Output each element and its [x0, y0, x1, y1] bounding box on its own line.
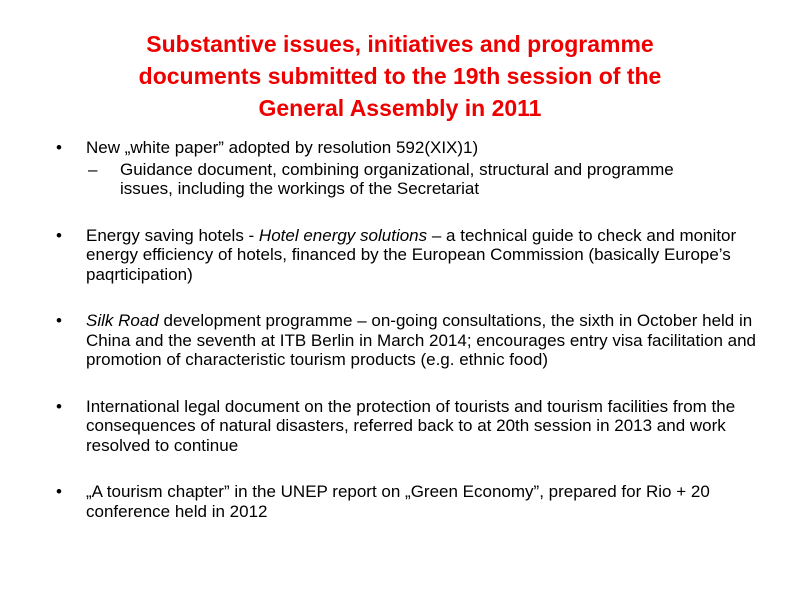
bullet-item-legal-document: [0, 397, 800, 456]
bullet-rest-text: development programme – on-going consultations, the sixth in October held in China and the seventh at ITB Berlin in March 2014; encourages entry visa facilitation and promotion of characteristic tourism products (e.g. ethnic food): [86, 311, 756, 369]
bullet-text: [86, 226, 760, 285]
bullet-marker: •: [56, 138, 62, 157]
bullet-list: [0, 138, 800, 521]
bullet-italic-text: Hotel energy solutions: [258, 225, 428, 245]
bullet-marker: •: [56, 396, 62, 416]
slide-title: [60, 28, 740, 124]
bullet-marker: •: [56, 225, 62, 245]
sub-bullet-marker: –: [88, 159, 98, 179]
title-line-1: Substantive issues, initiatives and programme: [146, 31, 654, 57]
bullet-item-tourism-chapter: [0, 482, 800, 521]
title-line-3: General Assembly in 2011: [258, 95, 542, 121]
sub-bullet-text: Guidance document, combining organizational, structural and programme issues, including the workings of the Secretariat: [120, 159, 674, 198]
bullet-lead-text: Energy saving hotels -: [86, 225, 259, 245]
sub-bullet-item-guidance: [86, 160, 760, 199]
bullet-text: New „white paper” adopted by resolution 592(XIX)1): [86, 138, 479, 157]
bullet-text: „A tourism chapter” in the UNEP report on „Green Economy”, prepared for Rio + 20 conference held in 2012: [86, 482, 710, 521]
bullet-marker: •: [56, 482, 62, 501]
bullet-item-silk-road: [0, 311, 800, 370]
bullet-item-energy-saving-hotels: [0, 226, 800, 285]
bullet-marker: •: [56, 311, 62, 330]
bullet-item-white-paper: [0, 138, 800, 199]
bullet-rest-text: – a technical guide to check and monitor energy efficiency of hotels, financed by the European Commission (basically Europe’s paqrticipation): [86, 225, 737, 284]
bullet-text: [86, 311, 760, 370]
bullet-italic-text: Silk Road: [86, 311, 159, 330]
title-line-2: documents submitted to the 19th session of the: [138, 63, 662, 89]
bullet-text: International legal document on the protection of tourists and tourism facilities from the consequences of natural disasters, referred back to at 20th session in 2013 and work resolved to continue: [86, 396, 736, 455]
